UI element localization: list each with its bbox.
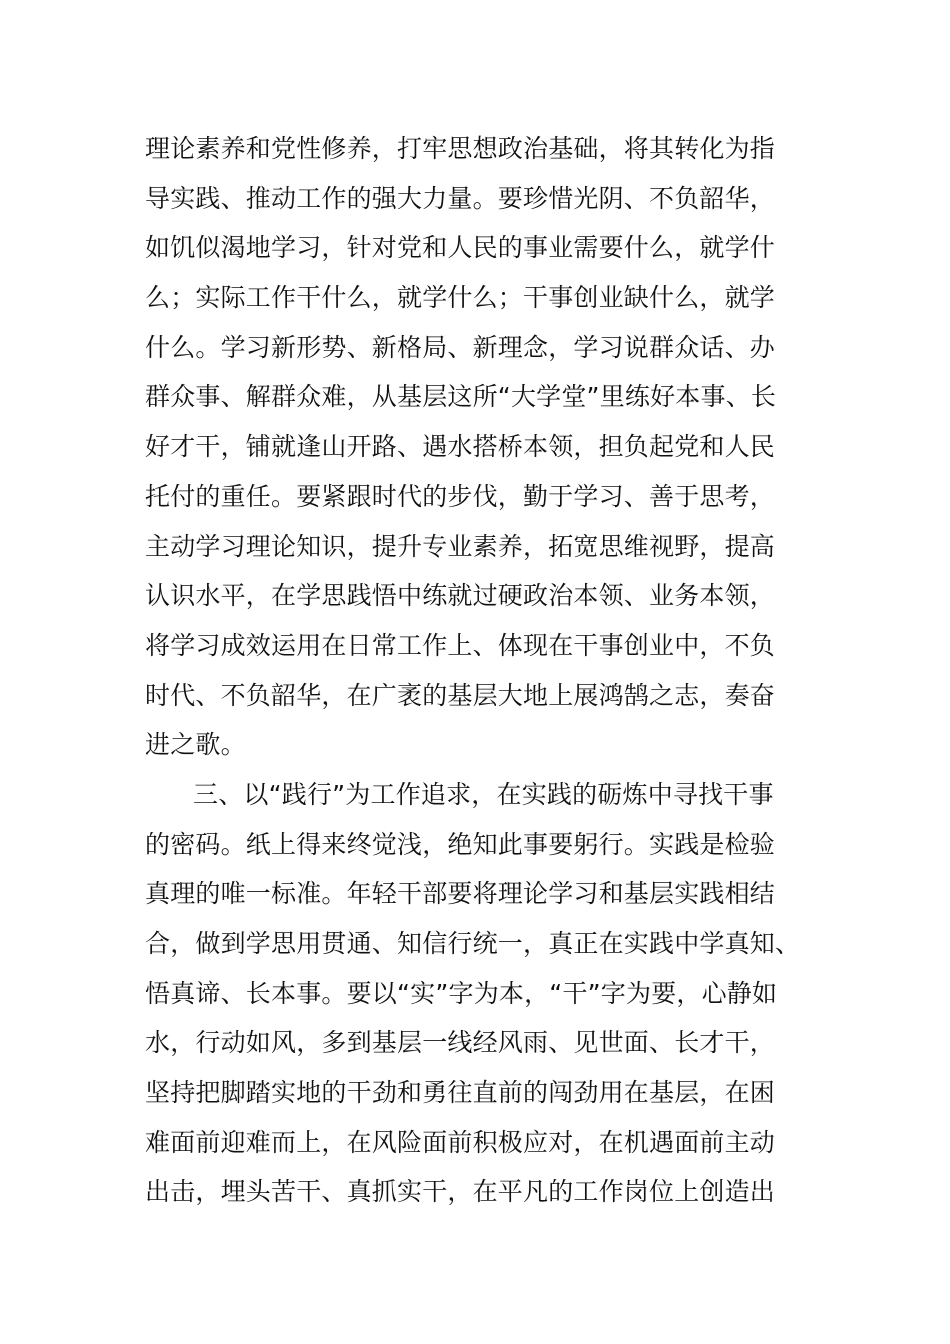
text-line: 么；实际工作干什么，就学什么；干事创业缺什么，就学 <box>145 283 776 313</box>
text-line: 什么。学习新形势、新格局、新理念，学习说群众话、办 <box>145 332 776 362</box>
document-body <box>145 124 805 1217</box>
text-line: 群众事、解群众难，从基层这所“大学堂”里练好本事、长 <box>145 382 777 412</box>
text-line: 理论素养和党性修养，打牢思想政治基础，将其转化为指 <box>145 134 776 163</box>
text-line: 真理的唯一标准。年轻干部要将理论学习和基层实践相结 <box>145 879 776 909</box>
text-line: 难面前迎难而上，在风险面前积极应对，在机遇面前主动 <box>145 1127 776 1157</box>
text-line: 托付的重任。要紧跟时代的步伐，勤于学习、善于思考， <box>145 481 776 511</box>
text-line: 合，做到学思用贯通、知信行统一，真正在实践中学真知、 <box>145 929 801 958</box>
text-line: 的密码。纸上得来终觉浅，绝知此事要躬行。实践是检验 <box>145 829 776 859</box>
text-line: 好才干，铺就逢山开路、遇水搭桥本领，担负起党和人民 <box>145 432 776 462</box>
text-line: 进之歌。 <box>145 730 246 760</box>
text-line: 时代、不负韶华，在广袤的基层大地上展鸿鹄之志，奏奋 <box>145 680 776 710</box>
text-line: 如饥似渴地学习，针对党和人民的事业需要什么，就学什 <box>145 233 776 263</box>
text-line: 坚持把脚踏实地的干劲和勇往直前的闯劲用在基层，在困 <box>145 1078 776 1108</box>
text-line: 主动学习理论知识，提升专业素养，拓宽思维视野，提高 <box>145 531 776 561</box>
text-line: 认识水平，在学思践悟中练就过硬政治本领、业务本领， <box>145 581 776 611</box>
text-line: 水，行动如风，多到基层一线经风雨、见世面、长才干， <box>145 1028 776 1058</box>
text-line: 出击，埋头苦干、真抓实干，在平凡的工作岗位上创造出 <box>145 1177 776 1207</box>
section-heading-line: 三、以“践行”为工作追求，在实践的砺炼中寻找干事 <box>193 779 774 809</box>
text-line: 导实践、推动工作的强大力量。要珍惜光阴、不负韶华， <box>145 183 776 213</box>
text-line: 悟真谛、长本事。要以“实”字为本，“干”字为要，心静如 <box>145 978 778 1008</box>
text-line: 将学习成效运用在日常工作上、体现在干事创业中，不负 <box>145 630 776 660</box>
